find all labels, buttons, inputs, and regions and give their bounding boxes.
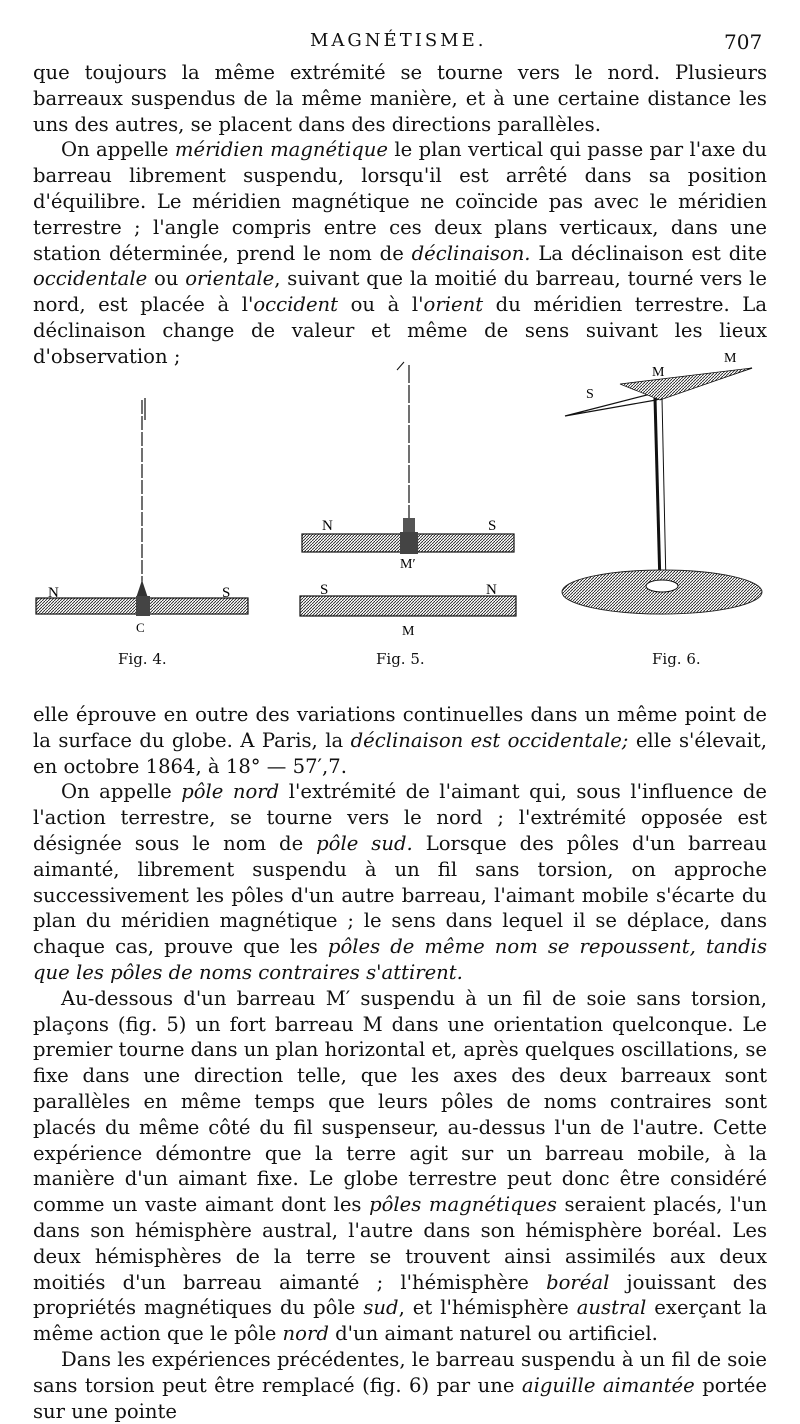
italic-run: aiguille aimantée xyxy=(521,1373,695,1397)
text-run: , suivant que la moitié du barreau, tourné vers le nord, est placée à l' xyxy=(33,267,767,317)
fig5-top-m: M′ xyxy=(400,557,416,572)
text-run: , et l'hémisphère xyxy=(398,1296,577,1320)
text-run: portée sur une pointe xyxy=(33,1373,767,1423)
figure-4-drawing xyxy=(36,398,248,616)
italic-run: méridien magnétique xyxy=(174,138,388,162)
paragraph xyxy=(33,702,767,779)
italic-run: nord xyxy=(282,1322,329,1346)
italic-run: pôle sud. xyxy=(316,831,413,855)
text-run: elle éprouve en outre des variations continuelles dans un même point de la surface du globe. A Paris, la xyxy=(33,703,767,752)
paragraph xyxy=(33,1347,767,1424)
page-number: 707 xyxy=(724,30,763,54)
fig5-bottom-n: N xyxy=(486,582,497,598)
text-run: que toujours la même extrémité se tourne vers le nord. Plusieurs barreaux suspendus de la même manière, et à une certaine distance les uns des autres, se placent dans des directions parallèles. xyxy=(33,61,767,136)
figure-5-drawing xyxy=(300,362,516,616)
page-header xyxy=(0,30,800,54)
text-run: exerçant la même action que le pôle xyxy=(33,1296,767,1346)
italic-run: déclinaison est occidentale; xyxy=(350,728,629,752)
italic-run: déclinaison. xyxy=(411,241,531,265)
italic-run: boréal xyxy=(546,1270,610,1294)
fig5-top-n: N xyxy=(322,518,333,534)
text-run: l'extrémité de l'aimant qui, sous l'influence de l'action terrestre, se tourne vers le nord ; l'extrémité opposée est désignée sous le nom de xyxy=(33,780,767,855)
body-text-top xyxy=(33,60,767,370)
text-run: elle s'élevait, en octobre 1864, à 18° — 57′,7. xyxy=(33,728,768,778)
italic-run: austral xyxy=(576,1296,647,1320)
fig5-bottom-m: M xyxy=(402,624,415,639)
fig4-label-s: S xyxy=(222,585,231,601)
text-run: La déclinaison est dite xyxy=(530,241,768,265)
paragraph xyxy=(33,137,767,369)
text-run: ou à l' xyxy=(338,293,424,317)
fig4-label-n: N xyxy=(48,585,59,601)
fig6-label-s: S xyxy=(586,387,594,402)
paragraph xyxy=(33,779,767,985)
text-run: On appelle xyxy=(61,780,182,804)
text-run: Lorsque des pôles d'un barreau aimanté, librement suspendu à un fil sans torsion, on approche successivement les pôles d'un autre barreau, l'aimant mobile s'écarte du plan du méridien magnétique ; le sens dans lequel il se déplace, dans chaque cas, prouve que les xyxy=(33,831,767,959)
italic-run: sud xyxy=(363,1296,399,1320)
text-run: du méridien terrestre. La déclinaison change de valeur et même de sens suivant les lieux d'observation ; xyxy=(33,293,767,368)
fig5-caption: Fig. 5. xyxy=(376,650,425,668)
italic-run: orient xyxy=(423,293,484,317)
figure-6-drawing xyxy=(562,368,762,614)
running-title: MAGNÉTISME. xyxy=(310,30,487,51)
paragraph xyxy=(33,986,767,1347)
figures-illustration xyxy=(0,340,800,680)
fig6-label-m: M xyxy=(652,365,665,380)
body-text-bottom xyxy=(33,702,767,1424)
paragraph xyxy=(33,60,767,137)
italic-run: occidentale xyxy=(33,267,148,291)
figures-block xyxy=(0,340,800,680)
fig5-top-s: S xyxy=(488,518,497,534)
text-run: seraient placés, l'un dans son hémisphère austral, l'autre dans son hémisphère boréal. Les deux hémisphères de la terre se trouvent ainsi assimilés aux deux moitiés d'un barreau aimanté ; l'hémisphère xyxy=(33,1193,767,1294)
italic-run: pôles de même nom se repoussent, tandis que les pôles de noms contraires s'attirent. xyxy=(33,935,767,984)
italic-run: pôles magnétiques xyxy=(369,1193,557,1217)
text-run: Au-dessous d'un barreau M′ suspendu à un fil de soie sans torsion, plaçons (fig. 5) un fort barreau M dans une orientation quelconque. Le premier tourne dans un plan horizontal et, après quelques oscillations, se fixe dans une direction telle, que les axes des deux barreaux sont parallèles en même temps que leurs pôles de noms contraires sont placés du même côté du fil suspenseur, au-dessus l'un de l'autre. Cette expérience démontre que la terre agit sur un barreau mobile, à la manière d'un aimant fixe. Le globe terrestre peut donc être considéré comme un vaste aimant dont les xyxy=(33,986,767,1217)
fig4-label-c: C xyxy=(136,620,145,635)
italic-run: pôle nord xyxy=(181,780,280,804)
text-run: Dans les expériences précédentes, le barreau suspendu à un fil de soie sans torsion peut être remplacé (fig. 6) par une xyxy=(33,1347,767,1397)
fig4-caption: Fig. 4. xyxy=(118,650,167,668)
text-run: ou xyxy=(147,267,186,291)
italic-run: occident xyxy=(253,293,339,317)
fig5-bottom-s: S xyxy=(320,582,329,598)
italic-run: orientale xyxy=(185,267,275,291)
text-run: jouissant des propriétés magnétiques du pôle xyxy=(33,1270,767,1320)
fig6-caption: Fig. 6. xyxy=(652,650,701,668)
text-run: On appelle xyxy=(61,138,175,162)
text-run: le plan vertical qui passe par l'axe du barreau librement suspendu, lorsqu'il est arrêté dans sa position d'équilibre. Le méridien magnétique ne coïncide pas avec le méridien terrestre ; l'angle compris entre ces deux plans verticaux, dans une station déterminée, prend le nom de xyxy=(33,138,767,265)
text-run: d'un aimant naturel ou artificiel. xyxy=(328,1322,658,1346)
fig6-label-m-prime: M xyxy=(724,351,737,366)
